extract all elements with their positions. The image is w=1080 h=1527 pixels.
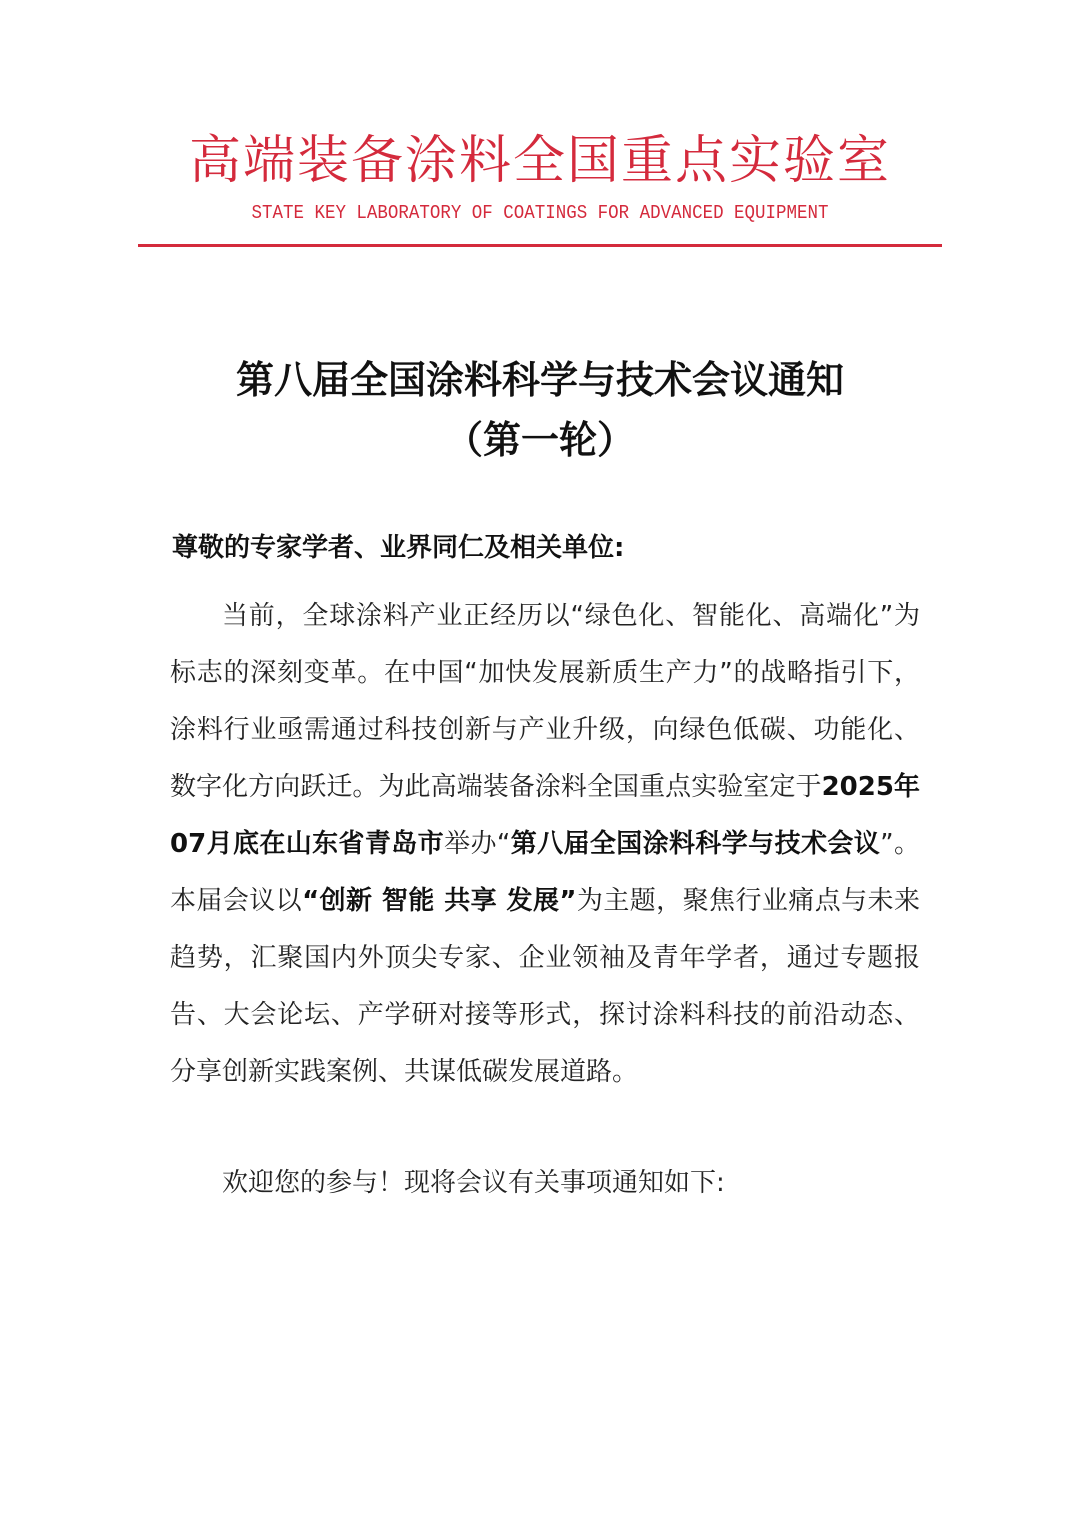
closing-line: 欢迎您的参与！现将会议有关事项通知如下: [222,1168,725,1198]
body-theme: “创新 智能 共享 发展” [302,886,577,916]
lab-name-chinese: 高端装备涂料全国重点实验室 [188,131,891,191]
body-date-location: 2025年07月底在山东省青岛市 [170,772,920,859]
body-text-intro: 当前，全球涂料产业正经历以“绿色化、智能化、高端化”为标志的深刻变革。在中国“加快发展新质生产力”的战略指引下，涂料行业亟需通过科技创新与产业升级，向绿色低碳、功能化、数字化方向跃迁。为此高端装备涂料全国重点实验室定于 [170,601,920,802]
body-conference-name: 第八届全国涂料科学与技术会议 [510,829,881,859]
body-text-theme-intro: ”。本届会议以 [170,829,920,916]
salutation: 尊敬的专家学者、业界同仁及相关单位: [172,533,625,563]
body-text-hold: 举办“ [444,829,511,859]
body-text-detail: 为主题，聚焦行业痛点与未来趋势，汇聚国内外顶尖专家、企业领袖及青年学者，通过专题报告、大会论坛、产学研对接等形式，探讨涂料科技的前沿动态、分享创新实践案例、共谋低碳发展道路。 [170,886,920,1087]
notice-title: 第八届全国涂料科学与技术会议通知 [235,357,844,402]
letterhead-divider [138,244,942,247]
lab-name-english: STATE KEY LABORATORY OF COATINGS FOR ADVANCED EQUIPMENT [251,202,829,224]
body-paragraph [170,588,920,1101]
notice-subtitle: （第一轮） [444,417,635,462]
